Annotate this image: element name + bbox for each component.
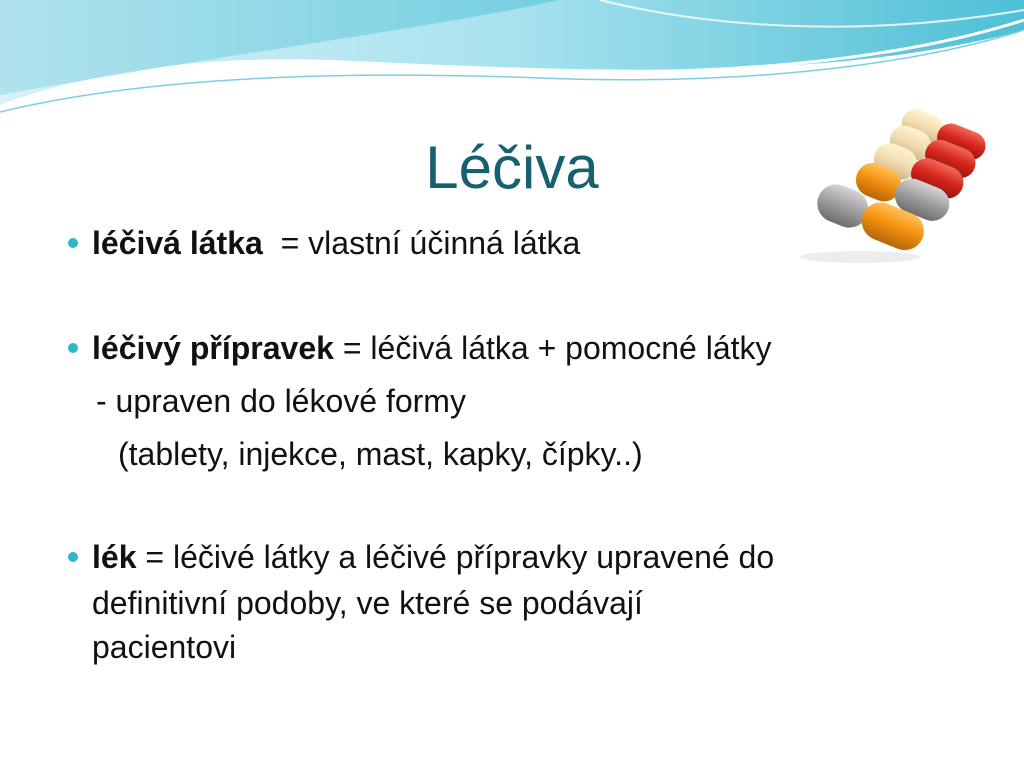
continuation-line: definitivní podoby, ve které se podávají <box>92 585 643 621</box>
bullet-marker <box>68 552 78 562</box>
sub-line: (tablety, injekce, mast, kapky, čípky..) <box>118 436 643 472</box>
term: léčivá látka <box>92 225 263 261</box>
term: léčivý přípravek <box>92 330 334 366</box>
definition: = léčivá látka + pomocné látky <box>333 330 772 366</box>
bullet-marker <box>68 343 78 353</box>
list-item <box>92 537 774 577</box>
bullet-marker <box>68 238 78 248</box>
continuation-line: pacientovi <box>92 629 237 665</box>
definition: = vlastní účinná látka <box>262 225 581 261</box>
list-item <box>92 223 580 263</box>
sub-line: - upraven do lékové formy <box>96 383 466 419</box>
list-item <box>92 328 772 368</box>
slide-title: Léčiva <box>425 134 599 201</box>
definition: = léčivé látky a léčivé přípravky upravené do <box>136 539 775 575</box>
term: lék <box>92 539 137 575</box>
